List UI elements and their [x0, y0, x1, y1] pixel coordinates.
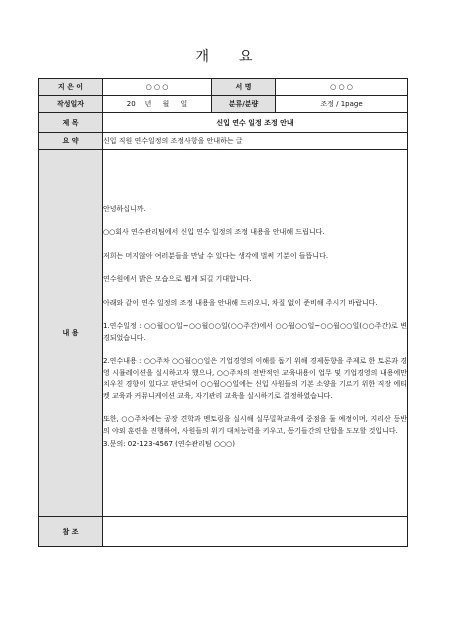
row-subject [39, 113, 408, 133]
date-year-unit: 년 [144, 100, 152, 108]
category-value: 조정 / 1page [276, 96, 408, 113]
summary-label: 요 약 [39, 133, 103, 150]
content-paragraph: 또한, ○○주차에는 공장 견학과 멘토링을 실시해 실무밀착교육에 중점을 둘 예정이며, 지리산 등반의 야외 훈련을 진행하여, 사원들의 위기 대처능력을 키우고, 동기들간의 단합을 도모할 것입니다. [103, 415, 407, 435]
row-author [39, 79, 408, 96]
signature-label: 서 명 [212, 79, 276, 96]
date-day-unit: 일 [180, 100, 188, 108]
date-month-unit: 월 [162, 100, 170, 108]
content-paragraph: ○○회사 연수관리팀에서 신입 연수 일정의 조정 내용을 안내해 드립니다. [103, 228, 325, 236]
summary-form-table [38, 78, 408, 547]
row-date [39, 96, 408, 113]
content-body [103, 150, 408, 517]
document-title-part1: 개 [195, 49, 211, 65]
date-label: 작성일자 [39, 96, 103, 113]
reference-label: 참 조 [39, 517, 103, 547]
row-content [39, 150, 408, 517]
content-label: 내 용 [39, 150, 103, 517]
category-label: 분류/분량 [212, 96, 276, 113]
content-paragraph: 저희는 머지않아 여러분들을 만날 수 있다는 생각에 벌써 기분이 들뜹니다. [103, 251, 329, 260]
subject-value: 신입 연수 일정 조정 안내 [103, 113, 408, 133]
content-item: 2.연수내용 : ○○주차 ○○월○○일은 기업경영의 이해를 돕기 위해 경제동향을 주제로 한 토론과 경영 시뮬레이션을 실시하고자 했으나, ○○주차의 전반적인 교육내용이 업무 및 기업경영의 내용에만 치우친 경향이 있다고 판단되어 ○○월○○일에는 신입 사원들의 기본 소양을 기르기 위한 직장 에티켓 교육과 커뮤니케이션 교육, 자기관리 교육을 실시하기로 결정하였습니다. [103, 357, 407, 400]
author-label: 지 은 이 [39, 79, 103, 96]
summary-value: 신입 직원 연수일정의 조정사항을 안내하는 글 [103, 133, 408, 150]
author-value: ○ ○ ○ [103, 79, 212, 96]
content-paragraph: 연수원에서 밝은 모습으로 뵙게 되길 기대합니다. [103, 275, 252, 283]
schedule-item: 1.연수일정 : ○○월○○일~○○월○○일(○○주간)에서 ○○월○○일~○○월○○일(○○주간)로 변경되었습니다. [103, 322, 407, 342]
row-reference [39, 517, 408, 547]
content-paragraph: 안녕하십니까. [103, 204, 146, 213]
contact-item: 3.문의: 02-123-4567 (연수관리팀 ○○○) [103, 440, 235, 448]
date-value [103, 96, 212, 113]
document-title [0, 46, 450, 66]
signature-value: ○ ○ ○ [276, 79, 408, 96]
content-paragraph: 아래와 같이 연수 일정의 조정 내용을 안내해 드리오니, 차질 없이 준비해 주시기 바랍니다. [103, 298, 378, 307]
date-year: 20 [126, 100, 136, 108]
row-summary [39, 133, 408, 150]
document-title-part2: 요 [239, 49, 255, 65]
subject-label: 제 목 [39, 113, 103, 133]
reference-value [103, 517, 408, 547]
